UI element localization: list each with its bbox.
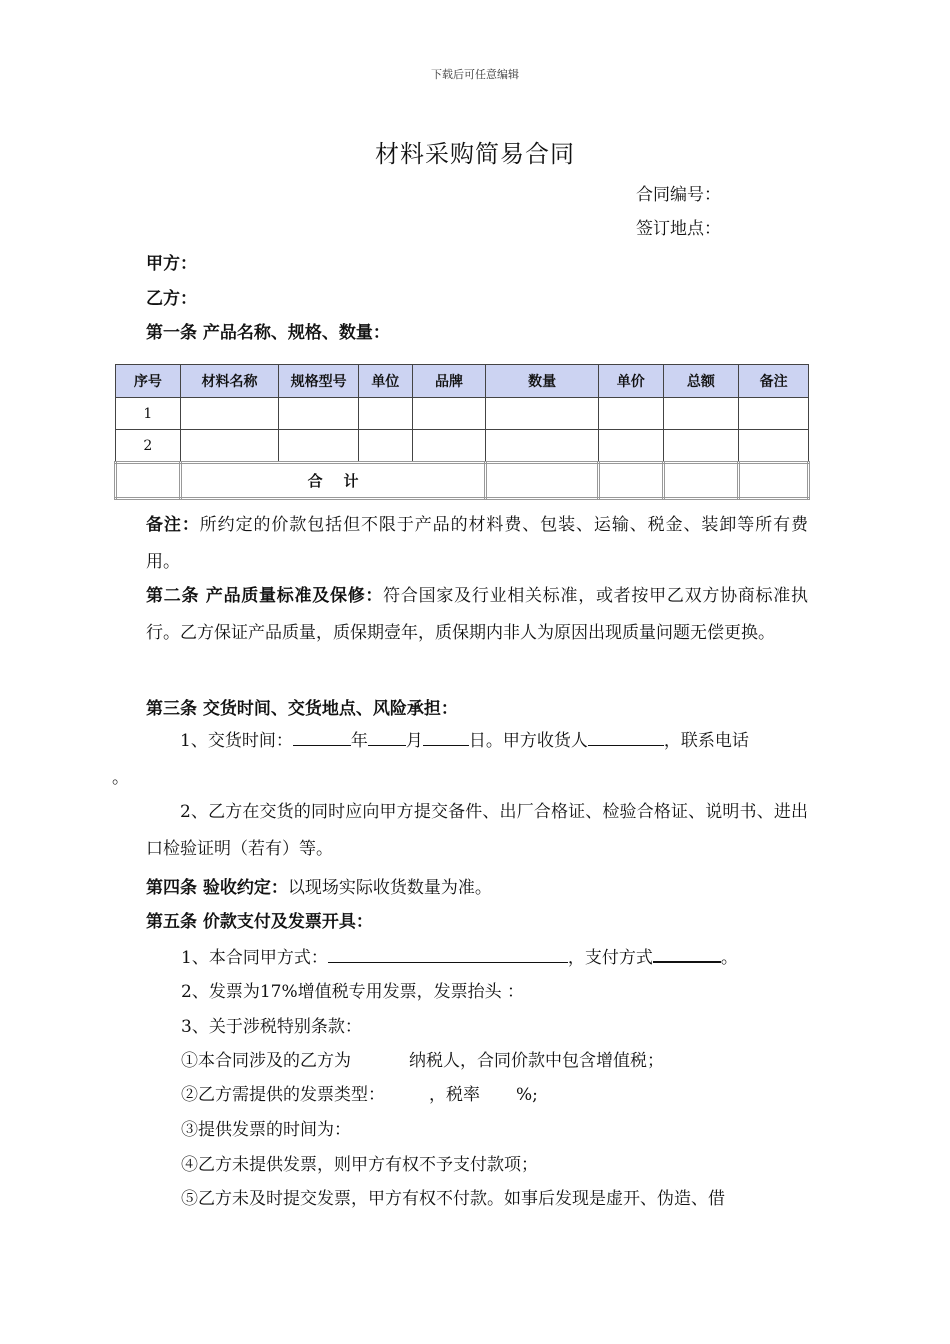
- col-header-unit-price: 单价: [598, 365, 663, 398]
- cell-material: [180, 430, 279, 463]
- party-b-label: 乙方：: [146, 289, 197, 309]
- cell-spec: [279, 430, 359, 463]
- contract-number-label: 合同编号：: [636, 185, 721, 205]
- cell-material: [180, 398, 279, 430]
- cell-remark: [739, 398, 809, 430]
- cell-unit-price: [598, 430, 663, 463]
- year-blank: [293, 728, 351, 746]
- payment-method-blank: [653, 944, 721, 963]
- tax-clause-4: ④乙方未提供发票，则甲方有权不予支付款项；: [181, 1155, 538, 1175]
- article-5-heading: 第五条 价款支付及发票开具：: [146, 912, 373, 932]
- cell-unit-price: [598, 398, 663, 430]
- materials-table: [114, 364, 810, 500]
- party-a-label: 甲方：: [146, 254, 197, 274]
- col-header-index: 序号: [116, 365, 181, 398]
- document-title: 材料采购简易合同: [375, 140, 575, 168]
- col-header-material: 材料名称: [180, 365, 279, 398]
- col-header-remark: 备注: [739, 365, 809, 398]
- cell-brand: [412, 398, 486, 430]
- tax-clause-5: ⑤乙方未及时提交发票，甲方有权不付款。如事后发现是虚开、伪造、借: [181, 1189, 725, 1209]
- col-header-brand: 品牌: [412, 365, 486, 398]
- header-note: 下载后可任意编辑: [431, 68, 519, 81]
- cell-total: [663, 398, 739, 430]
- article-3-item-2: 2、乙方在交货的同时应向甲方提交备件、出厂合格证、检验合格证、说明书、进出口检验证明（若有）等。: [146, 802, 808, 859]
- article-2-paragraph: [146, 578, 808, 652]
- article-1-heading: 第一条 产品名称、规格、数量：: [146, 323, 390, 343]
- article-3-item-1: 1、交货时间： 年 月 日。甲方收货人 ，联系电话 。: [146, 723, 808, 797]
- cell-brand: [412, 430, 486, 463]
- payment-blank: [328, 945, 568, 963]
- cell-quantity: [486, 398, 598, 430]
- table-row: [116, 430, 809, 463]
- month-blank: [368, 728, 406, 746]
- col-header-quantity: 数量: [486, 365, 598, 398]
- tax-clause-1: ①本合同涉及的乙方为 纳税人，合同价款中包含增值税；: [181, 1051, 664, 1071]
- article-2-text: 符合国家及行业相关标准，或者按甲乙双方协商标准执行。乙方保证产品质量，质保期壹年，质保期内非人为原因出现质量问题无偿更换。: [146, 586, 809, 643]
- col-header-unit: 单位: [358, 365, 412, 398]
- cell-quantity: [486, 430, 598, 463]
- col-header-spec: 规格型号: [279, 365, 359, 398]
- note-paragraph: [146, 507, 808, 581]
- receiver-blank: [588, 728, 664, 746]
- sign-place-label: 签订地点：: [636, 219, 721, 239]
- cell-index: 2: [116, 430, 181, 463]
- article-4-paragraph: [146, 873, 492, 898]
- table-header-row: [116, 365, 809, 398]
- article-4-heading: 第四条 验收约定：: [146, 878, 288, 898]
- total-label: 合 计: [180, 463, 486, 499]
- table-row: [116, 398, 809, 430]
- cell-total: [663, 430, 739, 463]
- cell-remark: [739, 430, 809, 463]
- cell-unit: [358, 398, 412, 430]
- cell-spec: [279, 398, 359, 430]
- tax-clause-3: ③提供发票的时间为：: [181, 1120, 351, 1140]
- tax-clause-2: ②乙方需提供的发票类型： ，税率 %;: [181, 1085, 538, 1105]
- cell-unit: [358, 430, 412, 463]
- day-blank: [423, 728, 469, 746]
- table-total-row: [116, 463, 809, 499]
- article-5-item-1: 1、本合同甲方式： ，支付方式 。: [181, 943, 738, 968]
- col-header-total: 总额: [663, 365, 739, 398]
- note-label: 备注：: [146, 515, 200, 535]
- article-4-text: 以现场实际收货数量为准。: [287, 878, 492, 898]
- article-5-item-2: 2、发票为17%增值税专用发票，发票抬头 ：: [181, 982, 525, 1002]
- article-2-heading: 第二条 产品质量标准及保修：: [146, 586, 384, 606]
- article-5-item-3: 3、关于涉税特别条款：: [181, 1017, 362, 1037]
- note-text: 所约定的价款包括但不限于产品的材料费、包装、运输、税金、装卸等所有费用。: [146, 515, 808, 572]
- cell-index: 1: [116, 398, 181, 430]
- article-3-heading: 第三条 交货时间、交货地点、风险承担：: [146, 699, 458, 719]
